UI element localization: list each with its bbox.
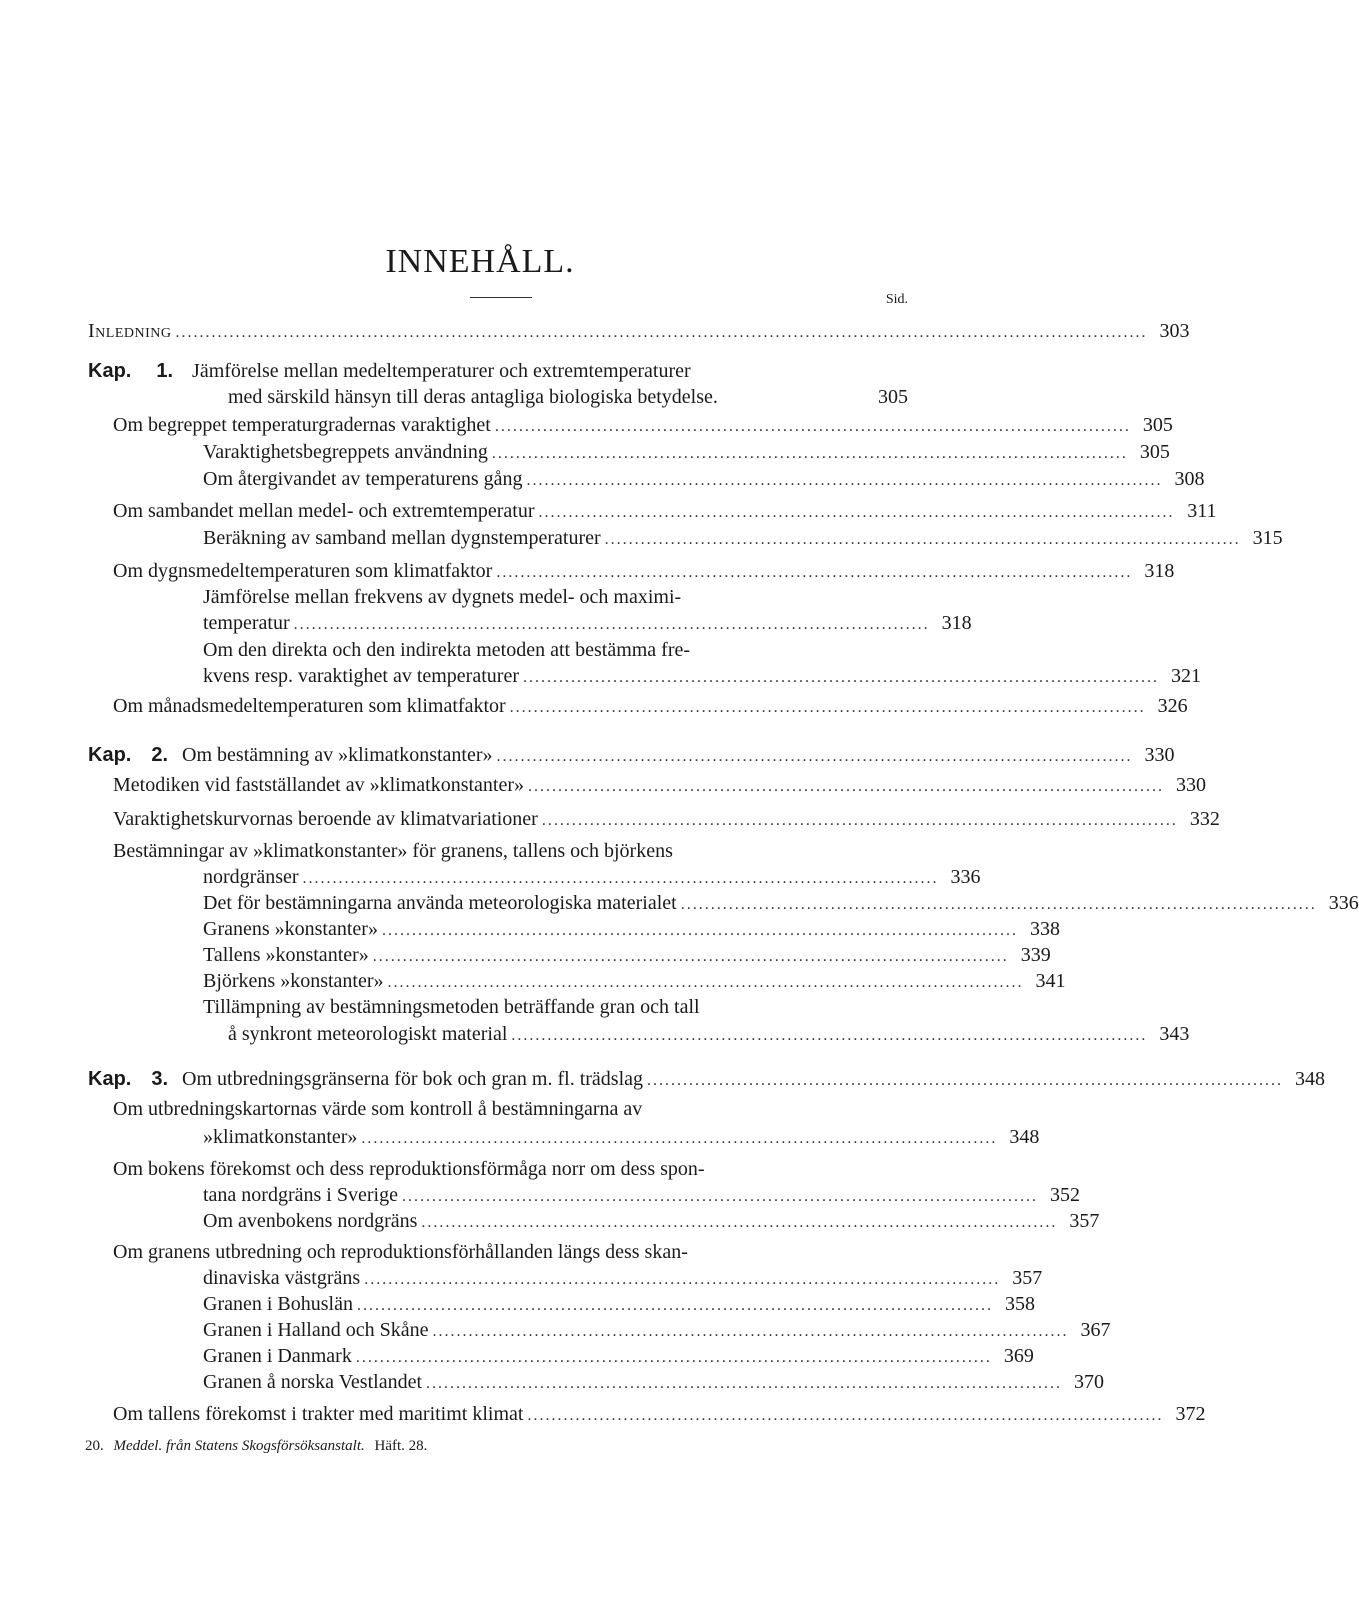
- toc-entry-text: Om dygnsmedeltemperaturen som klimatfaktor: [113, 560, 493, 582]
- toc-entry[interactable]: [113, 806, 1220, 832]
- page-number: 341: [1035, 970, 1066, 992]
- leader-dots: ..........................................................................................................: [426, 1375, 1063, 1392]
- page-footer: [85, 1438, 427, 1455]
- page-number: 348: [1295, 1068, 1326, 1090]
- toc-entry[interactable]: [203, 1124, 1040, 1150]
- leader-dots: ..........................................................................................................: [387, 974, 1024, 991]
- page-number: 315: [1252, 527, 1283, 549]
- leader-dots: ..................................................................................................................................................................: [175, 324, 1148, 341]
- toc-entry[interactable]: [203, 1265, 1043, 1291]
- page-number: 305: [1142, 414, 1173, 436]
- chapter-title: Om utbredningsgränserna för bok och gran m. fl. trädslag: [182, 1068, 644, 1090]
- toc-entry-text: Beräkning av samband mellan dygnstemperaturer: [203, 527, 601, 549]
- toc-entry[interactable]: [203, 610, 972, 636]
- toc-entry-text: Björkens »konstanter»: [203, 970, 384, 992]
- toc-entry[interactable]: [203, 942, 1051, 968]
- page-number: 308: [1174, 468, 1205, 490]
- leader-dots: ..........................................................................................................: [401, 1188, 1038, 1205]
- page-column-label: Sid.: [885, 292, 908, 307]
- chapter-title: Jämförelse mellan medeltemperaturer och extremtemperaturer: [192, 360, 691, 382]
- toc-entry-text: Granen i Bohuslän: [203, 1293, 353, 1315]
- signature-number: 20.: [85, 1438, 104, 1454]
- page-number: 339: [1020, 944, 1051, 966]
- toc-entry-text: Varaktighetskurvornas beroende av klimatvariationer: [113, 808, 538, 830]
- leader-dots: ..........................................................................................................: [372, 948, 1009, 965]
- page-number: 332: [1189, 808, 1220, 830]
- page-number: 305: [878, 386, 908, 408]
- toc-entry-text: »klimatkonstanter»: [203, 1126, 358, 1148]
- chapter-number: 2.: [151, 744, 169, 766]
- toc-entry-text: Jämförelse mellan frekvens av dygnets medel- och maximi-: [203, 586, 682, 608]
- page-number: 352: [1049, 1184, 1080, 1206]
- page-number: 367: [1080, 1319, 1111, 1341]
- toc-entry-text: Bestämningar av »klimatkonstanter» för granens, tallens och björkens: [113, 840, 673, 862]
- leader-dots: ..........................................................................................................: [364, 1271, 1001, 1288]
- page-title: INNEHÅLL.: [385, 243, 575, 280]
- page-number: 330: [1144, 744, 1175, 766]
- toc-entry-first-line[interactable]: [113, 1096, 642, 1122]
- leader-dots: ..........................................................................................................: [522, 669, 1159, 686]
- chapter-label: Kap.: [88, 1068, 132, 1090]
- chapter-heading-3[interactable]: [88, 1066, 1326, 1092]
- toc-entry[interactable]: [228, 1021, 1190, 1047]
- page-number: 338: [1029, 918, 1060, 940]
- toc-entry-text: Varaktighetsbegreppets användning: [203, 441, 488, 463]
- page-number: 372: [1175, 1403, 1206, 1425]
- leader-dots: ..........................................................................................................: [496, 564, 1133, 581]
- page-number: 357: [1012, 1267, 1043, 1289]
- issue-number: Häft. 28.: [374, 1438, 428, 1454]
- toc-entry-text: Granen i Halland och Skåne: [203, 1319, 429, 1341]
- page-number: 318: [1144, 560, 1175, 582]
- toc-entry-text: Tillämpning av bestämningsmetoden beträffande gran och tall: [203, 996, 700, 1018]
- toc-entry-text: Om utbredningskartornas värde som kontroll å bestämningarna av: [113, 1098, 643, 1120]
- leader-dots: ..........................................................................................................: [680, 896, 1317, 913]
- toc-entry-first-line[interactable]: [203, 637, 690, 663]
- toc-entry[interactable]: [203, 1291, 1035, 1317]
- toc-entry-first-line[interactable]: [113, 838, 673, 864]
- leader-dots: ..........................................................................................................: [491, 445, 1128, 462]
- toc-entry-text: Om granens utbredning och reproduktionsförhållanden längs dess skan-: [113, 1241, 688, 1263]
- leader-dots: ..........................................................................................................: [527, 1407, 1164, 1424]
- chapter-title: Om bestämning av »klimatkonstanter»: [182, 744, 493, 766]
- chapter-number: 1.: [156, 360, 174, 382]
- toc-entry-first-line[interactable]: [203, 994, 700, 1020]
- toc-entry-text: Tallens »konstanter»: [203, 944, 369, 966]
- toc-entry-text: tana nordgräns i Sverige: [203, 1184, 398, 1206]
- page-number: 336: [950, 866, 981, 888]
- toc-entry-text: Granen å norska Vestlandet: [203, 1371, 423, 1393]
- page-number: 336: [1328, 892, 1359, 914]
- toc-entry-text: nordgränser: [203, 866, 299, 888]
- title-rule: [470, 297, 532, 298]
- toc-entry-text: Om avenbokens nordgräns: [203, 1210, 418, 1232]
- toc-entry-text: Granen i Danmark: [203, 1345, 352, 1367]
- page-number: 305: [1139, 441, 1170, 463]
- toc-entry-text: Om bokens förekomst och dess reproduktionsförmåga norr om dess spon-: [113, 1158, 705, 1180]
- toc-entry[interactable]: [113, 412, 1173, 438]
- toc-entry[interactable]: [203, 1208, 1100, 1234]
- series-title: Meddel. från Statens Skogsförsöksanstalt.: [113, 1438, 365, 1454]
- chapter-heading-1[interactable]: [88, 358, 691, 384]
- page-number: 358: [1004, 1293, 1035, 1315]
- toc-entry-first-line[interactable]: [203, 584, 681, 610]
- toc-entry[interactable]: [203, 525, 1283, 551]
- toc-entry[interactable]: [203, 466, 1205, 492]
- leader-dots: ..........................................................................................................: [604, 531, 1241, 548]
- page-number: 348: [1009, 1126, 1040, 1148]
- toc-entry-inledning[interactable]: [88, 318, 1190, 344]
- toc-entry-text: Det för bestämningarna använda meteorologiska materialet: [203, 892, 677, 914]
- toc-entry-text: Om begreppet temperaturgradernas varaktighet: [113, 414, 491, 436]
- leader-dots: ..........................................................................................................: [496, 748, 1133, 765]
- toc-entry-text: Om månadsmedeltemperaturen som klimatfaktor: [113, 695, 506, 717]
- toc-entry-text: med särskild hänsyn till deras antagliga biologiska betydelse.: [228, 386, 718, 408]
- toc-entry-text: Om tallens förekomst i trakter med maritimt klimat: [113, 1403, 524, 1425]
- chapter-title-continuation: [228, 384, 908, 410]
- toc-entry-text: Inledning: [88, 320, 172, 342]
- leader-dots: ..........................................................................................................: [361, 1130, 998, 1147]
- page-number: 330: [1176, 774, 1207, 796]
- page-number: 357: [1069, 1210, 1100, 1232]
- leader-dots: ..........................................................................................................: [381, 922, 1018, 939]
- toc-entry[interactable]: [203, 864, 981, 890]
- chapter-label: Kap.: [88, 360, 132, 382]
- toc-entry[interactable]: [203, 1343, 1034, 1369]
- toc-entry[interactable]: [113, 693, 1188, 719]
- leader-dots: ..........................................................................................................: [526, 472, 1163, 489]
- leader-dots: ..........................................................................................................: [511, 1027, 1148, 1044]
- toc-entry[interactable]: [203, 968, 1066, 994]
- leader-dots: ..........................................................................................................: [647, 1072, 1284, 1089]
- leader-dots: ..........................................................................................................: [421, 1214, 1058, 1231]
- leader-dots: ..........................................................................................................: [494, 418, 1131, 435]
- toc-entry-text: å synkront meteorologiskt material: [228, 1023, 508, 1045]
- toc-entry[interactable]: [203, 1317, 1111, 1343]
- leader-dots: ..........................................................................................................: [538, 504, 1175, 521]
- toc-entry[interactable]: [203, 916, 1060, 942]
- toc-entry[interactable]: [203, 1369, 1105, 1395]
- toc-entry[interactable]: [203, 663, 1201, 689]
- leader-dots: ..........................................................................................................: [528, 778, 1165, 795]
- toc-entry-text: dinaviska västgräns: [203, 1267, 361, 1289]
- page-number: 370: [1074, 1371, 1105, 1393]
- leader-dots: ..........................................................................................................: [541, 812, 1178, 829]
- toc-entry-text: Granens »konstanter»: [203, 918, 378, 940]
- toc-entry-text: Om sambandet mellan medel- och extremtemperatur: [113, 500, 535, 522]
- toc-entry[interactable]: [203, 890, 1359, 916]
- leader-dots: ..........................................................................................................: [355, 1349, 992, 1366]
- page-number: 326: [1157, 695, 1188, 717]
- toc-entry-first-line[interactable]: [113, 1156, 705, 1182]
- page-number: 311: [1187, 500, 1217, 522]
- chapter-number: 3.: [151, 1068, 169, 1090]
- page-number: 303: [1159, 320, 1190, 342]
- toc-entry-first-line[interactable]: [113, 1239, 688, 1265]
- page-number: 343: [1159, 1023, 1190, 1045]
- leader-dots: ..........................................................................................................: [432, 1323, 1069, 1340]
- leader-dots: ..........................................................................................................: [356, 1297, 993, 1314]
- toc-entry-text: Om återgivandet av temperaturens gång: [203, 468, 523, 490]
- toc-entry[interactable]: [113, 772, 1207, 798]
- toc-entry[interactable]: [113, 558, 1175, 584]
- toc-entry[interactable]: [203, 439, 1170, 465]
- toc-entry-text: Metodiken vid fastställandet av »klimatkonstanter»: [113, 774, 525, 796]
- leader-dots: ..........................................................................................................: [302, 870, 939, 887]
- leader-dots: ..........................................................................................................: [293, 616, 930, 633]
- toc-entry[interactable]: [113, 498, 1217, 524]
- toc-entry-text: Om den direkta och den indirekta metoden att bestämma fre-: [203, 639, 691, 661]
- toc-entry-text: kvens resp. varaktighet av temperaturer: [203, 665, 519, 687]
- page-number: 318: [941, 612, 972, 634]
- toc-entry[interactable]: [203, 1182, 1080, 1208]
- toc-entry[interactable]: [113, 1401, 1206, 1427]
- chapter-label: Kap.: [88, 744, 132, 766]
- leader-dots: ..........................................................................................................: [509, 699, 1146, 716]
- page-number: 369: [1003, 1345, 1034, 1367]
- chapter-heading-2[interactable]: [88, 742, 1175, 768]
- toc-entry-text: temperatur: [203, 612, 290, 634]
- page-number: 321: [1170, 665, 1201, 687]
